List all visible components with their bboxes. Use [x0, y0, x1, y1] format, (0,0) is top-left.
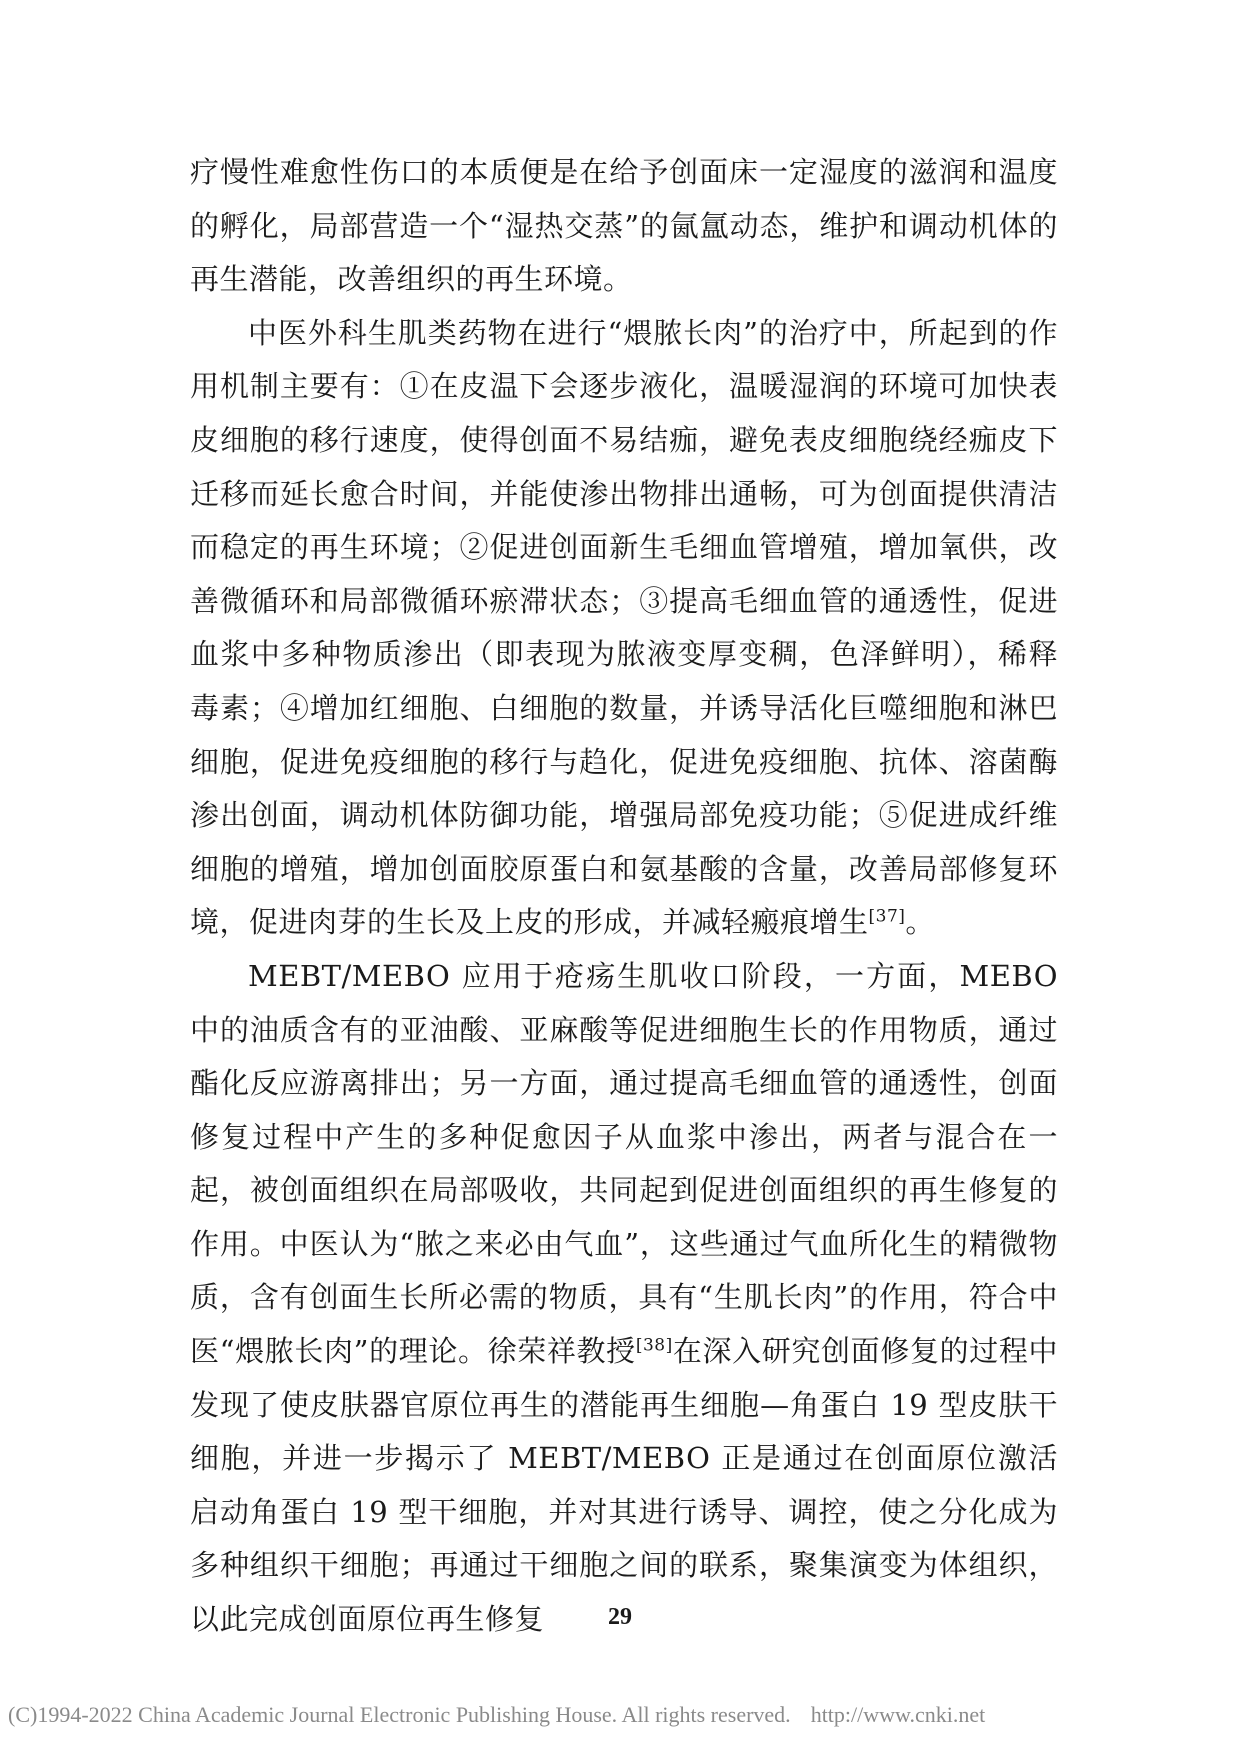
body-paragraph — [190, 950, 1058, 1647]
paragraph-text: 。 — [905, 905, 935, 940]
page-number: 29 — [608, 1604, 632, 1630]
page-body — [190, 146, 1058, 1647]
copyright-notice: (C)1994-2022 China Academic Journal Electronic Publishing House. All rights reserved. — [8, 1702, 791, 1727]
body-paragraph — [190, 146, 1058, 307]
body-paragraph — [190, 307, 1058, 950]
paragraph-text: 在深入研究创面修复的过程中发现了使皮肤器官原位再生的潜能再生细胞—角蛋白 19 型皮肤干细胞，并进一步揭示了 MEBT/MEBO 正是通过在创面原位激活启动角蛋白 19 型干细胞，并对其进行诱导、调控，使之分化成为多种组织干细胞；再通过干细胞之间的联系，聚集演变为体组织，以此完成创面原位再生修复 — [190, 1334, 1058, 1637]
paragraph-text: 疗慢性难愈性伤口的本质便是在给予创面床一定湿度的滋润和温度的孵化，局部营造一个“湿热交蒸”的氤氲动态，维护和调动机体的再生潜能，改善组织的再生环境。 — [190, 155, 1058, 297]
citation-reference: [38] — [635, 1335, 673, 1356]
paragraph-text: 中医外科生肌类药物在进行“煨脓长肉”的治疗中，所起到的作用机制主要有：①在皮温下会逐步液化，温暖湿润的环境可加快表皮细胞的移行速度，使得创面不易结痂，避免表皮细胞绕经痂皮下迁移而延长愈合时间，并能使渗出物排出通畅，可为创面提供清洁而稳定的再生环境；②促进创面新生毛细血管增殖，增加氧供，改善微循环和局部微循环瘀滞状态；③提高毛细血管的通透性，促进血浆中多种物质渗出（即表现为脓液变厚变稠，色泽鲜明），稀释毒素；④增加红细胞、白细胞的数量，并诱导活化巨噬细胞和淋巴细胞，促进免疫细胞的移行与趋化，促进免疫细胞、抗体、溶菌酶渗出创面，调动机体防御功能，增强局部免疫功能；⑤促进成纤维细胞的增殖，增加创面胶原蛋白和氨基酸的含量，改善局部修复环境，促进肉芽的生长及上皮的形成，并减轻瘢痕增生 — [190, 315, 1058, 940]
citation-reference: [37] — [868, 906, 906, 927]
paragraph-text: MEBT/MEBO 应用于疮疡生肌收口阶段，一方面，MEBO 中的油质含有的亚油酸、亚麻酸等促进细胞生长的作用物质，通过酯化反应游离排出；另一方面，通过提高毛细血管的通透性，创面修复过程中产生的多种促愈因子从血浆中渗出，两者与混合在一起，被创面组织在局部吸收，共同起到促进创面组织的再生修复的作用。中医认为“脓之来必由气血”，这些通过气血所化生的精微物质，含有创面生长所必需的物质，具有“生肌长肉”的作用，符合中医“煨脓长肉”的理论。徐荣祥教授 — [190, 958, 1058, 1369]
cnki-link[interactable]: http://www.cnki.net — [810, 1702, 986, 1727]
copyright-footer — [8, 1702, 985, 1728]
